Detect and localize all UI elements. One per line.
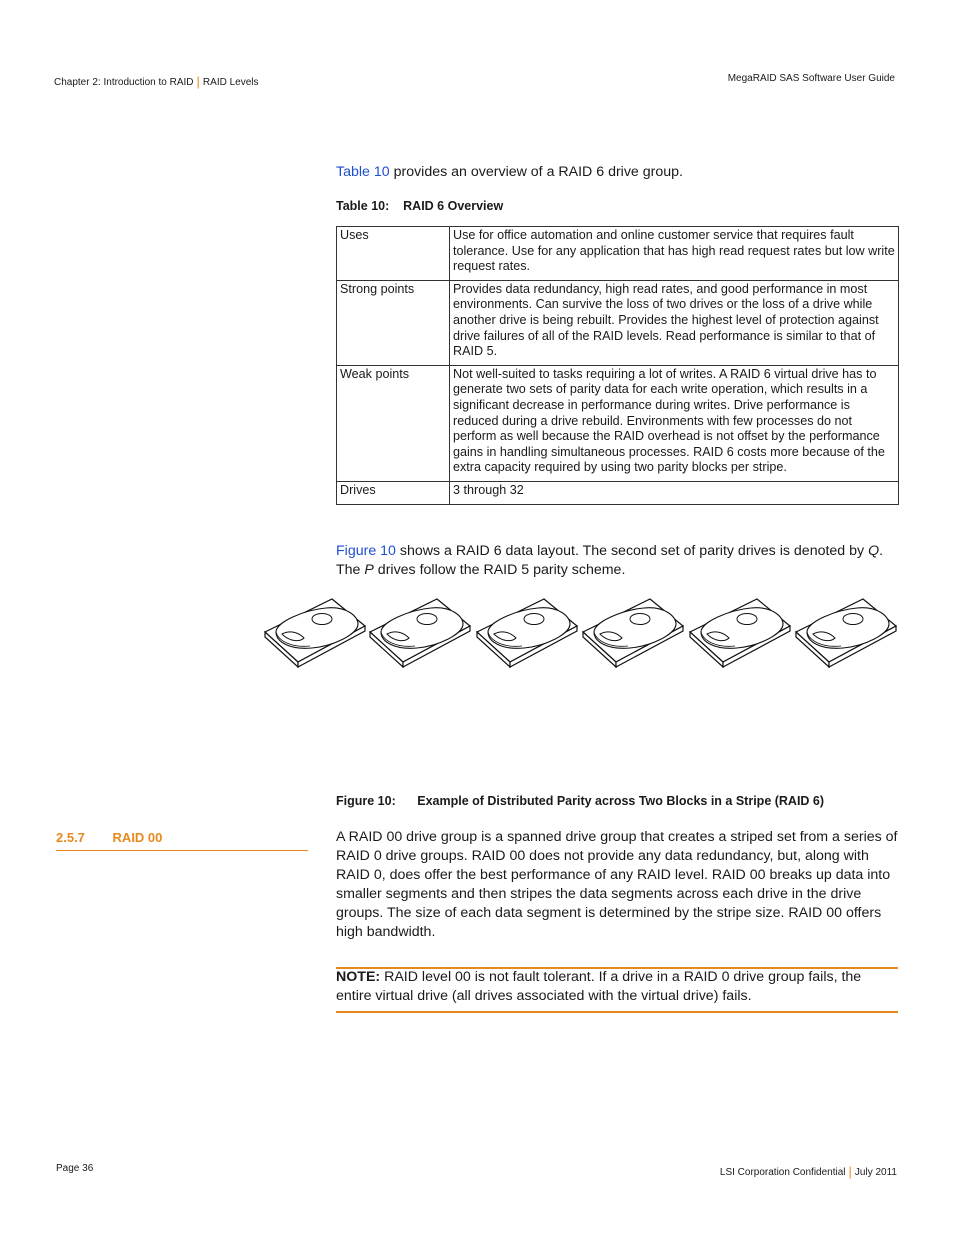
row-value: Use for office automation and online customer service that requires fault tolerance. Use for any application that has high read request rates but low write request rates. <box>450 227 899 281</box>
note <box>336 968 900 1006</box>
table-10-link[interactable]: Table 10 <box>336 164 390 180</box>
table-row <box>337 227 899 281</box>
section-body: A RAID 00 drive group is a spanned drive group that creates a striped set from a series of RAID 0 drive groups. RAID 00 does not provide any data redundancy, but, along with RAID 0, does offer the best performance of any RAID level. RAID 00 breaks up data into smaller segments and then stripes the data segments across each drive in the drive groups. The size of each data segment is determined by the stripe size. RAID 00 offers high bandwidth. <box>336 829 898 940</box>
note-text: RAID level 00 is not fault tolerant. If a drive in a RAID 0 drive group fails, the entire virtual drive (all drives associated with the virtual drive) fails. <box>336 969 862 1004</box>
table-row <box>337 280 899 365</box>
figure-intro-text: drives follow the RAID 5 parity scheme. <box>373 562 626 578</box>
footer-right <box>720 1163 897 1178</box>
note-bottom-rule <box>336 1011 898 1013</box>
q-symbol: Q <box>868 543 880 559</box>
figure-caption-title: Example of Distributed Parity across Two Blocks in a Stripe (RAID 6) <box>417 794 825 808</box>
figure-intro-text: . The <box>336 543 884 578</box>
figure-intro <box>336 542 896 580</box>
row-label: Uses <box>337 227 450 281</box>
table-caption: Table 10: RAID 6 Overview <box>336 199 504 213</box>
row-label: Strong points <box>337 280 450 365</box>
hard-drive-icon <box>689 596 791 668</box>
table-row <box>337 481 899 504</box>
table-row <box>337 365 899 481</box>
header-guide-title: MegaRAID SAS Software User Guide <box>727 73 895 84</box>
section-rule <box>56 850 308 851</box>
raid6-overview-table <box>336 226 899 505</box>
footer-date: July 2011 <box>854 1167 897 1178</box>
section-title: RAID 00 <box>112 830 163 845</box>
hard-drive-icon <box>264 596 366 668</box>
row-value: Not well-suited to tasks requiring a lot of writes. A RAID 6 virtual drive has to generate two sets of parity data for each write operation, which results in a significant decrease in performance during writes. Drive performance is reduced during a drive rebuild. Environments with few processes do not perform as well because the RAID overhead is not offset by the performance gains in handling simultaneous processes. RAID 6 costs more because of the extra capacity required by using two parity blocks per stripe. <box>450 365 899 481</box>
section-heading <box>56 830 162 845</box>
footer-confidential: LSI Corporation Confidential <box>719 1167 846 1178</box>
figure-intro-text: shows a RAID 6 data layout. The second set of parity drives is denoted by <box>395 543 869 559</box>
header-section: RAID Levels <box>202 77 259 88</box>
section-number: 2.5.7 <box>56 830 85 845</box>
note-label: NOTE: <box>336 969 381 985</box>
footer-separator: | <box>848 1164 852 1179</box>
row-value: Provides data redundancy, high read rates, and good performance in most environments. Can survive the loss of two drives or the loss of a drive while another drive is being rebuilt. Provides the highest level of protection against drive failures of all of the RAID levels. Read performance is similar to that of RAID 5. <box>450 280 899 365</box>
p-symbol: P <box>364 562 374 578</box>
figure-caption-number: Figure 10: <box>336 794 396 808</box>
row-label: Weak points <box>337 365 450 481</box>
table-intro-text: provides an overview of a RAID 6 drive group. <box>389 164 683 180</box>
hard-drive-icon <box>369 596 471 668</box>
table-intro <box>336 163 683 182</box>
row-value: 3 through 32 <box>450 481 899 504</box>
row-label: Drives <box>337 481 450 504</box>
header-chapter: Chapter 2: Introduction to RAID <box>54 77 194 88</box>
figure-10-link[interactable]: Figure 10 <box>336 543 396 559</box>
hard-drive-icon <box>476 596 578 668</box>
figure-caption <box>336 794 824 808</box>
running-header-left <box>54 73 259 88</box>
footer-page: Page 36 <box>56 1163 94 1174</box>
header-separator: | <box>196 74 200 89</box>
hard-drive-icon <box>795 596 897 668</box>
hard-drive-icon <box>582 596 684 668</box>
